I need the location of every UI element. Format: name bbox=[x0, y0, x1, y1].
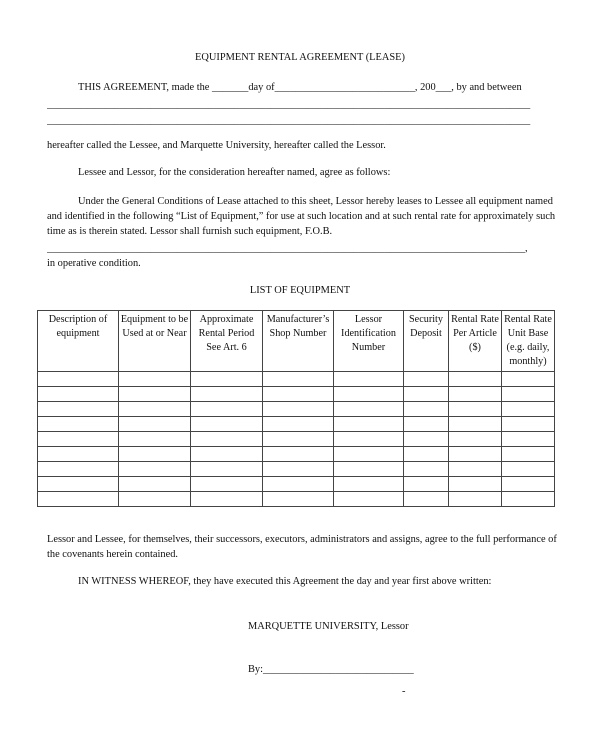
table-cell bbox=[263, 432, 334, 447]
table-cell bbox=[38, 402, 119, 417]
table-cell bbox=[334, 462, 404, 477]
witness-line: IN WITNESS WHEREOF, they have executed this Agreement the day and year first above written: bbox=[78, 576, 492, 587]
fob-blank-line: ____________________________________________________________________________________________, bbox=[47, 243, 528, 254]
table-cell bbox=[404, 402, 449, 417]
table-cell bbox=[191, 417, 263, 432]
table-cell bbox=[502, 432, 555, 447]
table-cell bbox=[38, 477, 119, 492]
trailing-mark: - bbox=[402, 686, 406, 697]
column-header: Security Deposit bbox=[404, 311, 449, 372]
table-cell bbox=[38, 462, 119, 477]
table-row bbox=[38, 447, 555, 462]
signature-by-line: By:_____________________________ bbox=[248, 664, 414, 675]
table-cell bbox=[449, 417, 502, 432]
table-cell bbox=[502, 402, 555, 417]
table-cell bbox=[263, 417, 334, 432]
table-header-row bbox=[38, 311, 555, 372]
column-header: Manufacturer’s Shop Number bbox=[263, 311, 334, 372]
table-cell bbox=[334, 417, 404, 432]
table-row bbox=[38, 477, 555, 492]
column-header: Equipment to be Used at or Near bbox=[119, 311, 191, 372]
conditions-paragraph: Under the General Conditions of Lease attached to this sheet, Lessor hereby leases to Lessee all equipment named and identified in the following “List of Equipment,” for use at such location and at such rental rate for approximately such time as is therein stated. Lessor shall furnish such equipment, F.O.B. bbox=[47, 196, 556, 237]
table-cell bbox=[404, 492, 449, 507]
table-row bbox=[38, 462, 555, 477]
table-cell bbox=[404, 372, 449, 387]
table-cell bbox=[334, 492, 404, 507]
lessee-blank-line-1: _____________________________________________________________________________________________ bbox=[47, 99, 531, 110]
operative-line: in operative condition. bbox=[47, 258, 141, 269]
document-title: EQUIPMENT RENTAL AGREEMENT (LEASE) bbox=[195, 52, 405, 63]
table-cell bbox=[119, 387, 191, 402]
table-cell bbox=[404, 447, 449, 462]
table-cell bbox=[38, 372, 119, 387]
column-header: Rental Rate Per Article ($) bbox=[449, 311, 502, 372]
table-row bbox=[38, 402, 555, 417]
lessee-blank-line-2: _____________________________________________________________________________________________ bbox=[47, 115, 531, 126]
table-cell bbox=[191, 402, 263, 417]
table-row bbox=[38, 432, 555, 447]
column-header: Description of equipment bbox=[38, 311, 119, 372]
table-cell bbox=[449, 402, 502, 417]
table-cell bbox=[449, 447, 502, 462]
table-cell bbox=[449, 492, 502, 507]
table-cell bbox=[449, 462, 502, 477]
table-cell bbox=[502, 492, 555, 507]
table-cell bbox=[334, 372, 404, 387]
table-cell bbox=[263, 372, 334, 387]
intro-line: THIS AGREEMENT, made the _______day of___________________________, 200___, by and between bbox=[78, 82, 522, 93]
table-cell bbox=[263, 462, 334, 477]
table-row bbox=[38, 492, 555, 507]
table-cell bbox=[119, 372, 191, 387]
table-cell bbox=[404, 417, 449, 432]
table-cell bbox=[38, 432, 119, 447]
table-row bbox=[38, 372, 555, 387]
table-cell bbox=[502, 372, 555, 387]
lessor-name: MARQUETTE UNIVERSITY, Lessor bbox=[248, 621, 409, 632]
table-cell bbox=[502, 417, 555, 432]
table-cell bbox=[502, 477, 555, 492]
column-header: Lessor Identification Number bbox=[334, 311, 404, 372]
table-cell bbox=[334, 447, 404, 462]
table-cell bbox=[502, 387, 555, 402]
table-cell bbox=[191, 387, 263, 402]
table-cell bbox=[38, 417, 119, 432]
table-cell bbox=[119, 477, 191, 492]
table-cell bbox=[38, 387, 119, 402]
column-header: Approximate Rental Period See Art. 6 bbox=[191, 311, 263, 372]
table-cell bbox=[404, 477, 449, 492]
table-cell bbox=[263, 402, 334, 417]
table-cell bbox=[404, 432, 449, 447]
table-cell bbox=[263, 477, 334, 492]
table-cell bbox=[334, 402, 404, 417]
agree-line: Lessee and Lessor, for the consideration hereafter named, agree as follows: bbox=[78, 167, 391, 178]
table-cell bbox=[38, 447, 119, 462]
table-cell bbox=[502, 447, 555, 462]
table-cell bbox=[263, 387, 334, 402]
list-heading: LIST OF EQUIPMENT bbox=[249, 285, 351, 296]
table-cell bbox=[191, 447, 263, 462]
table-cell bbox=[191, 477, 263, 492]
table-cell bbox=[119, 462, 191, 477]
table-cell bbox=[334, 432, 404, 447]
table-row bbox=[38, 387, 555, 402]
table-cell bbox=[119, 402, 191, 417]
table-cell bbox=[449, 432, 502, 447]
table-row bbox=[38, 417, 555, 432]
table-cell bbox=[449, 477, 502, 492]
table-cell bbox=[449, 387, 502, 402]
table-cell bbox=[263, 447, 334, 462]
table-cell bbox=[334, 387, 404, 402]
equipment-table bbox=[37, 310, 555, 507]
table-cell bbox=[119, 417, 191, 432]
table-cell bbox=[191, 492, 263, 507]
equipment-table-body bbox=[38, 372, 555, 507]
table-cell bbox=[119, 432, 191, 447]
table-cell bbox=[502, 462, 555, 477]
table-cell bbox=[119, 492, 191, 507]
table-cell bbox=[191, 462, 263, 477]
parties-line: hereafter called the Lessee, and Marquette University, hereafter called the Lessor. bbox=[47, 140, 386, 151]
table-cell bbox=[404, 387, 449, 402]
performance-paragraph: Lessor and Lessee, for themselves, their successors, executors, administrators and assigns, agree to the full performance of the covenants herein contained. bbox=[47, 534, 557, 560]
table-cell bbox=[404, 462, 449, 477]
table-cell bbox=[449, 372, 502, 387]
table-cell bbox=[38, 492, 119, 507]
table-cell bbox=[191, 372, 263, 387]
table-cell bbox=[119, 447, 191, 462]
table-cell bbox=[263, 492, 334, 507]
column-header: Rental Rate Unit Base (e.g. daily, monthly) bbox=[502, 311, 555, 372]
table-cell bbox=[334, 477, 404, 492]
table-cell bbox=[191, 432, 263, 447]
